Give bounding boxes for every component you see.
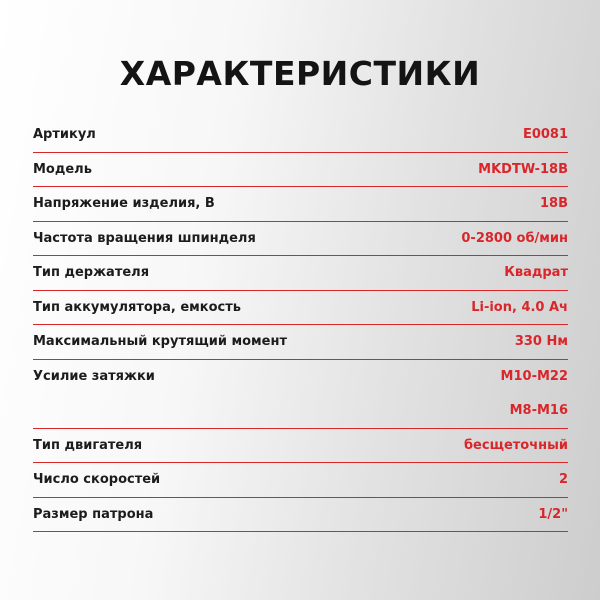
spec-value: 1/2" <box>538 506 568 522</box>
spec-row-tightening-force <box>33 360 568 395</box>
spec-label: Напряжение изделия, В <box>33 196 215 211</box>
spec-label: Частота вращения шпинделя <box>33 230 256 246</box>
spec-row-max-torque <box>33 325 568 360</box>
spec-label: Тип держателя <box>33 265 150 280</box>
spec-row-voltage <box>33 187 568 222</box>
spec-label: Тип аккумулятора, емкость <box>33 299 242 315</box>
spec-value: 330 Нм <box>514 334 568 349</box>
spec-value: M8-M16 <box>509 403 568 418</box>
spec-row-speed-count <box>33 463 568 498</box>
spec-value: Li-ion, 4.0 Ач <box>471 299 568 315</box>
spec-table <box>33 118 568 532</box>
spec-value: 18В <box>540 196 568 211</box>
spec-value: Квадрат <box>504 265 568 280</box>
spec-label: Размер патрона <box>33 506 154 522</box>
spec-row-battery <box>33 291 568 326</box>
spec-label: Усилие затяжки <box>33 368 155 384</box>
spec-row-tightening-force-extra <box>33 394 568 429</box>
spec-row-model <box>33 153 568 188</box>
spec-label: Тип двигателя <box>33 437 143 453</box>
spec-row-spindle-speed <box>33 222 568 257</box>
spec-row-chuck-size <box>33 498 568 533</box>
spec-value: 2 <box>558 472 568 487</box>
spec-row-motor-type <box>33 429 568 464</box>
spec-label: Артикул <box>33 127 96 142</box>
spec-row-holder-type <box>33 256 568 291</box>
spec-value: 0-2800 об/мин <box>461 230 568 246</box>
spec-label: Модель <box>33 161 92 177</box>
spec-label: Максимальный крутящий момент <box>33 334 287 349</box>
spec-row-article <box>33 118 568 153</box>
spec-value: E0081 <box>522 127 568 142</box>
spec-value: M10-M22 <box>500 368 568 384</box>
spec-value: бесщеточный <box>463 437 568 453</box>
spec-value: MKDTW-18B <box>478 161 568 177</box>
spec-label: Число скоростей <box>33 472 161 487</box>
page-title: ХАРАКТЕРИСТИКИ <box>119 54 481 93</box>
